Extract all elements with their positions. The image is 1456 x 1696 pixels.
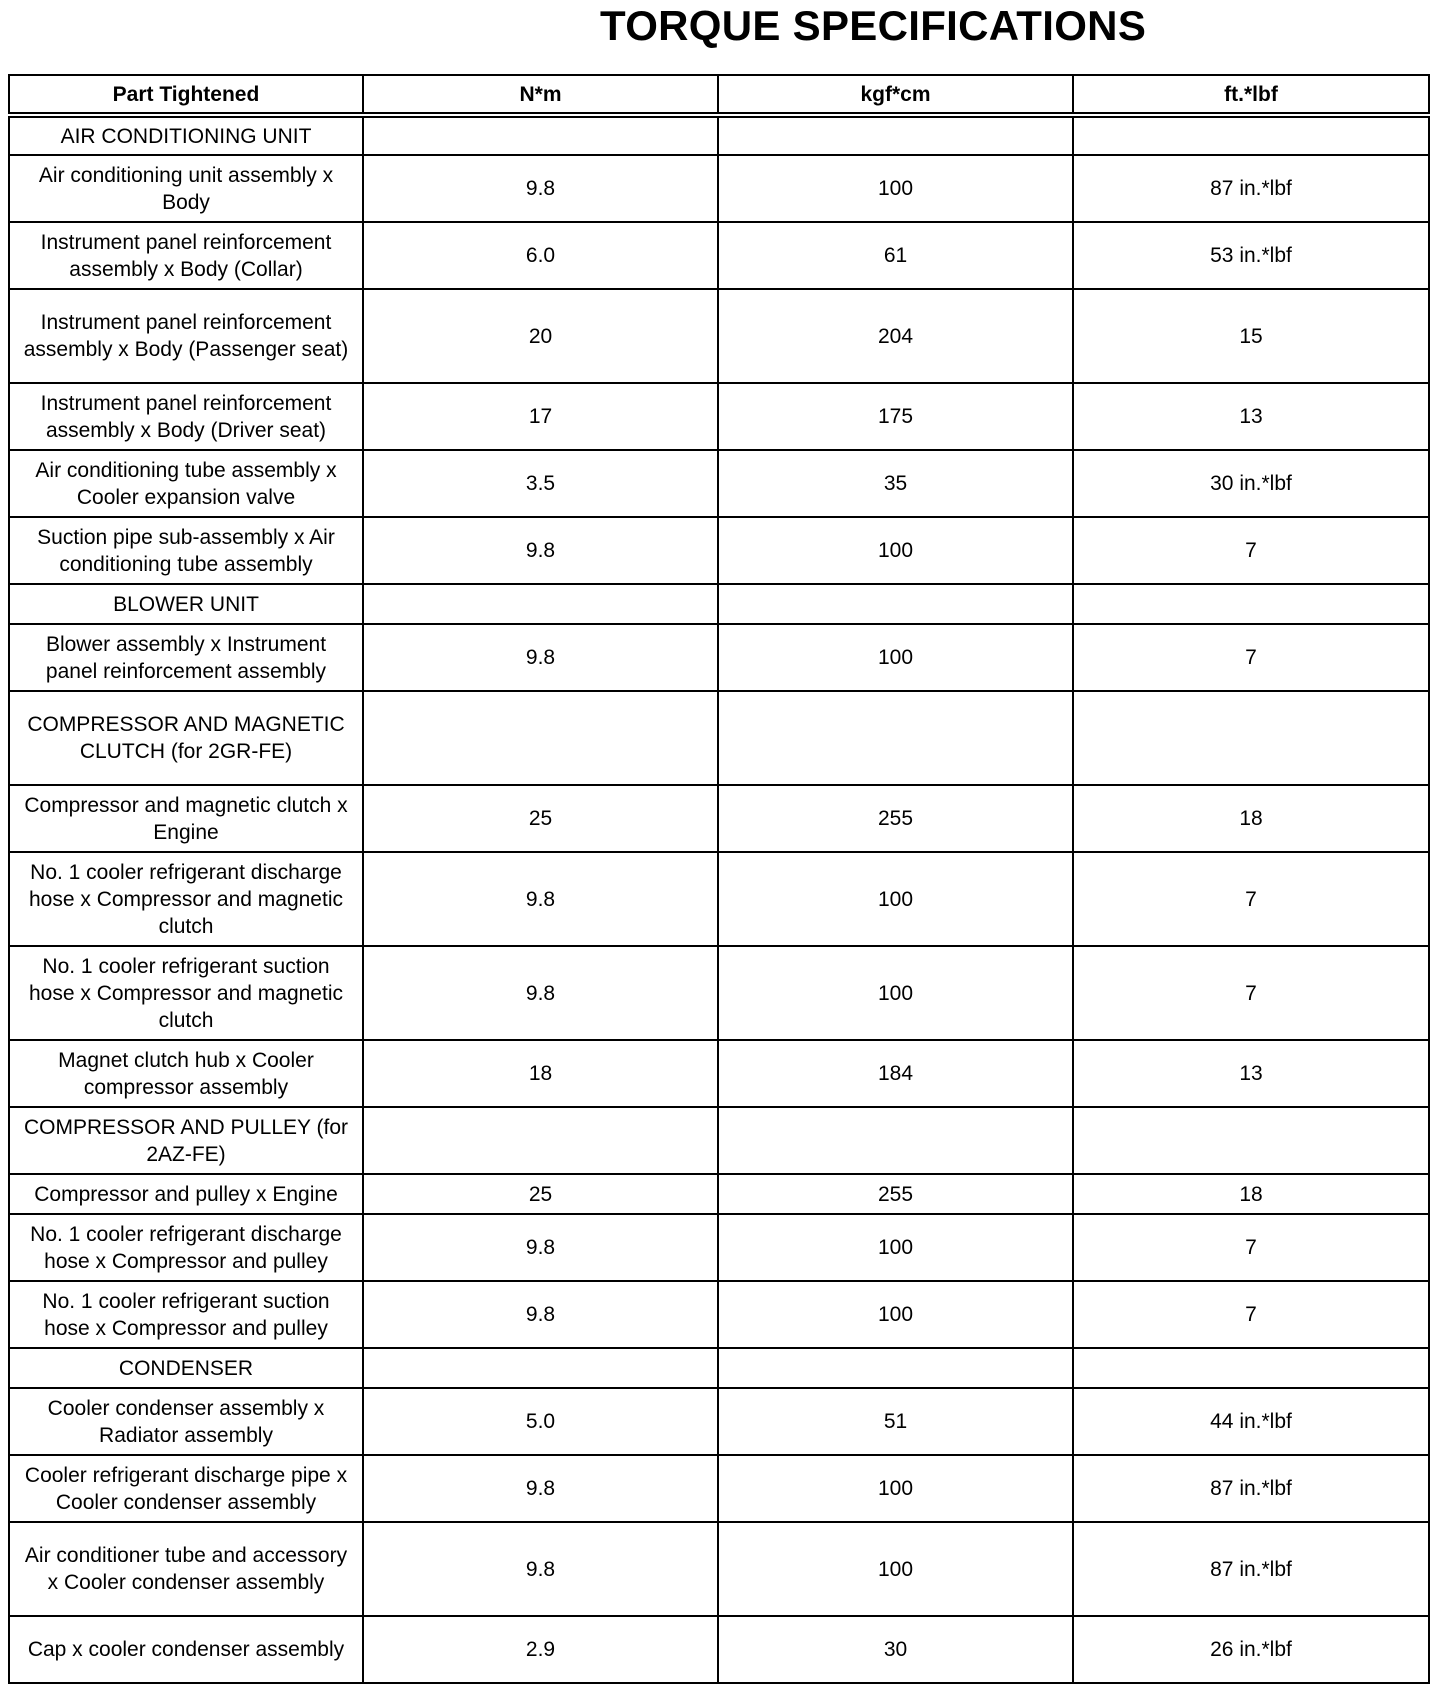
cell-kgf-cm: 100 [718, 1281, 1073, 1348]
cell-kgf-cm: 100 [718, 1214, 1073, 1281]
cell-part-tightened: Air conditioning unit assembly x Body [9, 155, 363, 222]
cell-newton-meter: 2.9 [363, 1616, 718, 1683]
table-row [9, 1522, 1429, 1616]
cell-part-tightened: Suction pipe sub-assembly x Air conditioning tube assembly [9, 517, 363, 584]
cell-kgf-cm: 175 [718, 383, 1073, 450]
cell-newton-meter: 5.0 [363, 1388, 718, 1455]
cell-part-tightened: No. 1 cooler refrigerant discharge hose x Compressor and magnetic clutch [9, 852, 363, 946]
cell-kgf-cm: 100 [718, 1455, 1073, 1522]
cell-newton-meter: 6.0 [363, 222, 718, 289]
section-header-row [9, 1348, 1429, 1388]
cell-ft-lbf: 87 in.*lbf [1073, 1522, 1429, 1616]
section-header-row [9, 1107, 1429, 1174]
table-row [9, 222, 1429, 289]
cell-newton-meter: 18 [363, 1040, 718, 1107]
cell-newton-meter: 9.8 [363, 155, 718, 222]
page-title: TORQUE SPECIFICATIONS [600, 2, 1147, 49]
table-header-row [9, 75, 1429, 115]
cell-kgf-cm: 255 [718, 785, 1073, 852]
cell-ft-lbf: 18 [1073, 1174, 1429, 1214]
cell-part-tightened: Cap x cooler condenser assembly [9, 1616, 363, 1683]
cell-newton-meter: 3.5 [363, 450, 718, 517]
torque-spec-table [8, 74, 1430, 1684]
table-row [9, 155, 1429, 222]
table-body [9, 115, 1429, 1683]
table-row [9, 946, 1429, 1040]
cell-newton-meter: 9.8 [363, 517, 718, 584]
table-row [9, 1388, 1429, 1455]
header-part-tightened: Part Tightened [9, 75, 363, 115]
cell-kgf-cm [718, 1348, 1073, 1388]
cell-ft-lbf [1073, 584, 1429, 624]
cell-ft-lbf [1073, 1348, 1429, 1388]
section-header-row [9, 584, 1429, 624]
cell-part-tightened: Cooler condenser assembly x Radiator assembly [9, 1388, 363, 1455]
table-row [9, 1616, 1429, 1683]
cell-part-tightened: Magnet clutch hub x Cooler compressor assembly [9, 1040, 363, 1107]
header-kgf-cm: kgf*cm [718, 75, 1073, 115]
cell-newton-meter: 9.8 [363, 1522, 718, 1616]
cell-newton-meter [363, 115, 718, 155]
cell-part-tightened: COMPRESSOR AND PULLEY (for 2AZ-FE) [9, 1107, 363, 1174]
table-row [9, 1281, 1429, 1348]
cell-part-tightened: Air conditioner tube and accessory x Cooler condenser assembly [9, 1522, 363, 1616]
cell-kgf-cm [718, 115, 1073, 155]
cell-part-tightened: Compressor and pulley x Engine [9, 1174, 363, 1214]
cell-ft-lbf [1073, 115, 1429, 155]
table-row [9, 1174, 1429, 1214]
cell-part-tightened: Air conditioning tube assembly x Cooler expansion valve [9, 450, 363, 517]
cell-part-tightened: Instrument panel reinforcement assembly x Body (Passenger seat) [9, 289, 363, 383]
cell-part-tightened: AIR CONDITIONING UNIT [9, 115, 363, 155]
cell-kgf-cm: 100 [718, 155, 1073, 222]
section-header-row [9, 691, 1429, 785]
cell-part-tightened: BLOWER UNIT [9, 584, 363, 624]
cell-ft-lbf: 53 in.*lbf [1073, 222, 1429, 289]
cell-newton-meter: 9.8 [363, 1281, 718, 1348]
cell-kgf-cm: 30 [718, 1616, 1073, 1683]
cell-newton-meter [363, 691, 718, 785]
cell-part-tightened: Compressor and magnetic clutch x Engine [9, 785, 363, 852]
table-row [9, 1455, 1429, 1522]
cell-kgf-cm: 51 [718, 1388, 1073, 1455]
cell-ft-lbf: 18 [1073, 785, 1429, 852]
cell-newton-meter: 9.8 [363, 946, 718, 1040]
cell-ft-lbf: 7 [1073, 517, 1429, 584]
section-header-row [9, 115, 1429, 155]
cell-newton-meter [363, 584, 718, 624]
cell-ft-lbf: 13 [1073, 383, 1429, 450]
cell-newton-meter: 9.8 [363, 624, 718, 691]
table-row [9, 852, 1429, 946]
cell-newton-meter: 20 [363, 289, 718, 383]
cell-kgf-cm [718, 1107, 1073, 1174]
cell-ft-lbf: 30 in.*lbf [1073, 450, 1429, 517]
cell-ft-lbf: 87 in.*lbf [1073, 155, 1429, 222]
table-row [9, 1214, 1429, 1281]
cell-kgf-cm: 100 [718, 517, 1073, 584]
cell-newton-meter: 9.8 [363, 1455, 718, 1522]
cell-kgf-cm: 184 [718, 1040, 1073, 1107]
cell-part-tightened: CONDENSER [9, 1348, 363, 1388]
cell-kgf-cm [718, 584, 1073, 624]
header-ft-lbf: ft.*lbf [1073, 75, 1429, 115]
table-row [9, 624, 1429, 691]
header-newton-meter: N*m [363, 75, 718, 115]
cell-part-tightened: Instrument panel reinforcement assembly x Body (Collar) [9, 222, 363, 289]
table-row [9, 517, 1429, 584]
cell-kgf-cm: 100 [718, 946, 1073, 1040]
cell-kgf-cm: 61 [718, 222, 1073, 289]
cell-newton-meter: 25 [363, 1174, 718, 1214]
cell-newton-meter: 9.8 [363, 852, 718, 946]
table-row [9, 1040, 1429, 1107]
cell-ft-lbf: 7 [1073, 946, 1429, 1040]
cell-part-tightened: No. 1 cooler refrigerant suction hose x Compressor and pulley [9, 1281, 363, 1348]
table-row [9, 450, 1429, 517]
cell-part-tightened: No. 1 cooler refrigerant suction hose x Compressor and magnetic clutch [9, 946, 363, 1040]
cell-kgf-cm: 204 [718, 289, 1073, 383]
cell-newton-meter: 17 [363, 383, 718, 450]
table-row [9, 289, 1429, 383]
cell-ft-lbf: 7 [1073, 852, 1429, 946]
cell-newton-meter: 25 [363, 785, 718, 852]
cell-kgf-cm: 35 [718, 450, 1073, 517]
cell-ft-lbf: 87 in.*lbf [1073, 1455, 1429, 1522]
cell-part-tightened: Cooler refrigerant discharge pipe x Cooler condenser assembly [9, 1455, 363, 1522]
table-row [9, 785, 1429, 852]
cell-ft-lbf: 7 [1073, 624, 1429, 691]
cell-ft-lbf: 44 in.*lbf [1073, 1388, 1429, 1455]
cell-kgf-cm: 255 [718, 1174, 1073, 1214]
cell-kgf-cm: 100 [718, 852, 1073, 946]
cell-ft-lbf: 26 in.*lbf [1073, 1616, 1429, 1683]
cell-ft-lbf [1073, 1107, 1429, 1174]
cell-kgf-cm [718, 691, 1073, 785]
cell-ft-lbf: 7 [1073, 1281, 1429, 1348]
cell-part-tightened: COMPRESSOR AND MAGNETIC CLUTCH (for 2GR-FE) [9, 691, 363, 785]
cell-ft-lbf [1073, 691, 1429, 785]
cell-newton-meter [363, 1107, 718, 1174]
cell-ft-lbf: 13 [1073, 1040, 1429, 1107]
cell-part-tightened: Blower assembly x Instrument panel reinforcement assembly [9, 624, 363, 691]
table-row [9, 383, 1429, 450]
cell-newton-meter [363, 1348, 718, 1388]
cell-newton-meter: 9.8 [363, 1214, 718, 1281]
cell-ft-lbf: 7 [1073, 1214, 1429, 1281]
cell-kgf-cm: 100 [718, 1522, 1073, 1616]
cell-ft-lbf: 15 [1073, 289, 1429, 383]
cell-kgf-cm: 100 [718, 624, 1073, 691]
cell-part-tightened: Instrument panel reinforcement assembly x Body (Driver seat) [9, 383, 363, 450]
cell-part-tightened: No. 1 cooler refrigerant discharge hose x Compressor and pulley [9, 1214, 363, 1281]
